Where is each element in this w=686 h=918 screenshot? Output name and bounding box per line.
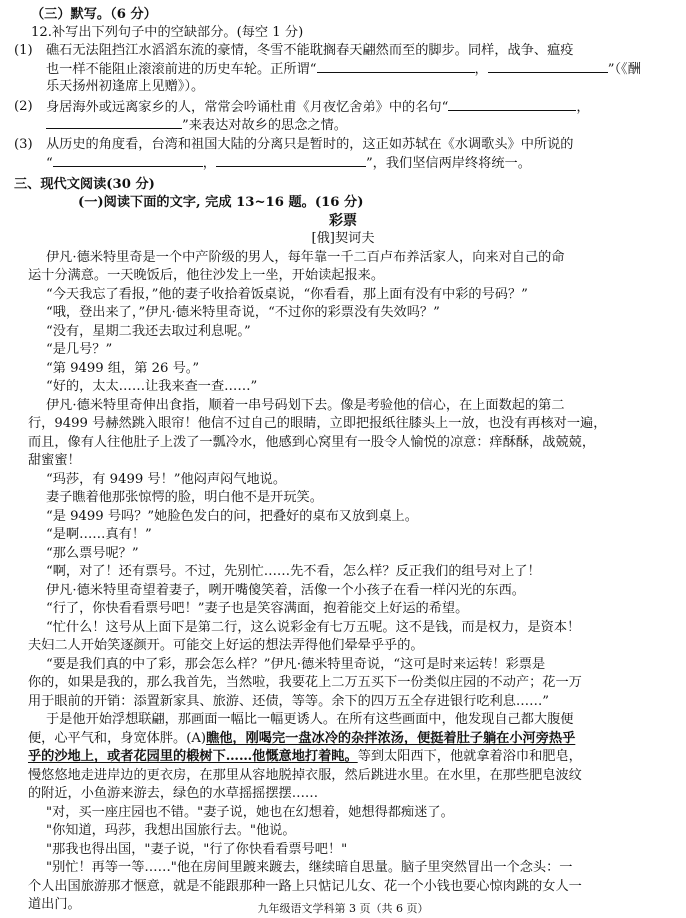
part-heading: 三、现代文阅读(30 分) xyxy=(14,177,155,192)
story-line-segment: 等到太阳西下，他就拿着浴巾和肥皂， xyxy=(357,749,582,764)
item-number: (3) xyxy=(14,137,33,152)
story-title: 彩票 xyxy=(329,213,357,229)
marked-passage-a: 乎的沙地上，或者花园里的椴树下……他慨意地打着盹。 xyxy=(28,749,358,764)
story-line: “要是我们真的中了彩，那会怎么样？”伊凡·德米特里奇说，“这可是时来运转！彩票是 xyxy=(46,657,546,672)
item1-line2-text: 也一样不能阻止滚滚前进的历史车轮。正所谓“ xyxy=(46,62,317,77)
story-line: “没有，星期二我还去取过利息呢。” xyxy=(46,324,251,339)
story-line: “第 9499 组，第 26 号。” xyxy=(46,361,200,376)
story-line: 慢悠悠地走进岸边的更衣房，在那里从容地脱掉衣服，然后跳进水里。在水里，在那些肥皂波纹 xyxy=(28,768,582,783)
story-line: “啊，对了！还有票号。不过，先别忙……先不看，怎么样？反正我们的组号对上了！ xyxy=(46,564,541,579)
story-line: “好的，太太……让我来查一查……” xyxy=(46,379,258,394)
item1-line2 xyxy=(46,60,641,79)
story-line: “今天我忘了看报，”他的妻子收拾着饭桌说，“你看看，那上面有没有中彩的号码？” xyxy=(46,287,528,302)
item3-line1: 从历史的角度看，台湾和祖国大陆的分离只是暂时的，这正如苏轼在《水调歌头》中所说的 xyxy=(46,137,574,152)
story-line: “是 9499 号吗？”她脸色发白的问，把叠好的桌布又放到桌上。 xyxy=(46,509,418,524)
answer-blank[interactable] xyxy=(46,116,182,129)
item2-line2 xyxy=(46,116,347,135)
story-author: [俄]契诃夫 xyxy=(311,231,375,246)
story-line: 夫妇二人开始笑逐颜开。可能交上好运的想法弄得他们晕晕乎乎的。 xyxy=(28,638,424,653)
page-footer: 九年级语文学科第 3 页（共 6 页） xyxy=(257,902,429,915)
answer-blank[interactable] xyxy=(53,154,203,167)
story-line: “忙什么！这号从上面下是第二行，这么说彩金有七万五呢。这不是钱，而是权力，是资本！ xyxy=(46,620,581,635)
story-line: 伊凡·德米特里奇伸出食指，顺着一串号码划下去。像是考验他的信心，在上面数起的第二 xyxy=(46,398,565,413)
story-line: 运十分满意。一天晚饭后，他往沙发上一坐，开始读起报来。 xyxy=(28,268,385,283)
item1-line3: 乐天扬州初逢席上见赠》）。 xyxy=(46,79,205,94)
story-line: "那我也得出国，"妻子说，"行了你快看看票号吧！" xyxy=(46,842,348,857)
section-heading: （三）默写。（6 分） xyxy=(31,7,157,22)
story-line: 于是他开始浮想联翩，那画面一幅比一幅更诱人。在所有这些画面中，他发现自己都大腹便 xyxy=(46,712,574,727)
item3-line2 xyxy=(46,154,531,173)
item-number: (2) xyxy=(14,99,33,114)
story-line: 伊凡·德米特里奇是一个中产阶级的男人，每年靠一千二百卢布养活家人，向来对自己的命 xyxy=(46,250,565,265)
answer-blank[interactable] xyxy=(488,60,608,73)
story-line: "你知道，玛莎，我想出国旅行去。"他说。 xyxy=(46,823,296,838)
story-line: 行，9499 号赫然跳入眼帘！他信不过自己的眼睛，立即把报纸往膝头上一放，也没有再核对一遍， xyxy=(28,416,607,431)
question-12-intro: 12.补写出下列句子中的空缺部分。(每空 1 分) xyxy=(31,25,304,40)
story-line: “行了，你快看看票号吧！”妻子也是笑容满面，抱着能交上好运的希望。 xyxy=(46,601,469,616)
story-line: “玛莎，有 9499 号！”他闷声闷气地说。 xyxy=(46,472,287,487)
story-line: "别忙！再等一等……"他在房间里踱来踱去，继续暗自思量。脑子里突然冒出一个念头：一 xyxy=(46,860,573,875)
item2-line2-text: ”来表达对故乡的思念之情。 xyxy=(182,118,347,133)
story-line: "对，买一座庄园也不错。"妻子说，她也在幻想着，她想得都痴迷了。 xyxy=(46,805,454,820)
item1-comma: ， xyxy=(474,62,488,77)
story-line: 个人出国旅游那才惬意，就是不能跟那种一路上只惦记儿女、花一个小钱也要心惊肉跳的女人一 xyxy=(28,879,582,894)
story-line: 的附近，小鱼游来游去，绿色的水草摇摇摆摆…… xyxy=(28,786,319,801)
story-line xyxy=(28,748,582,766)
item3-open-quote: “ xyxy=(46,156,53,171)
item3-comma: ， xyxy=(202,156,216,171)
item-number: (1) xyxy=(14,43,33,58)
marked-passage-a: 瞧他，刚喝完一盘冰冷的杂拌浓汤，便挺着肚子躺在小河旁热乎 xyxy=(206,731,576,746)
story-line: 甜蜜蜜！ xyxy=(28,453,81,468)
story-line: “是几号？” xyxy=(46,342,113,357)
story-line: 妻子瞧着他那张惊愕的脸，明白他不是开玩笑。 xyxy=(46,490,323,505)
story-line: 道出门。 xyxy=(28,897,81,912)
item1-line1: 礁石无法阻挡江水滔滔东流的豪情，冬雪不能耽搁春天翩然而至的脚步。同样，战争、瘟疫 xyxy=(46,43,574,58)
item3-line2-tail: ”，我们坚信两岸终将统一。 xyxy=(365,156,531,171)
reading-instructions: (一)阅读下面的文字, 完成 13~16 题。(16 分) xyxy=(78,195,364,210)
story-line: “是啊……真有！” xyxy=(46,527,152,542)
item1-line2-tail: ”（《酬 xyxy=(607,62,641,77)
answer-blank[interactable] xyxy=(216,154,366,167)
answer-blank[interactable] xyxy=(317,60,475,73)
item2-line1 xyxy=(46,98,590,117)
story-line xyxy=(28,730,575,748)
item2-line1-text: 身居海外或远离家乡的人，常常会吟诵杜甫《月夜忆舍弟》中的名句“ xyxy=(46,100,449,115)
story-line: “哦，登出来了，”伊凡·德米特里奇说，“不过你的彩票没有失效吗？” xyxy=(46,305,440,320)
story-line: 而且，像有人往他肚子上泼了一瓢冷水，他感到心窝里有一股令人愉悦的凉意：痒酥酥，战兢兢， xyxy=(28,435,596,450)
story-line: 用于眼前的开销：添置新家具、旅游、还债，等等。余下的四万五全存进银行吃利息……” xyxy=(28,694,550,709)
story-line: “那么票号呢？” xyxy=(46,546,139,561)
answer-blank[interactable] xyxy=(448,98,576,111)
story-line: 伊凡·德米特里奇望着妻子，咧开嘴傻笑着，活像一个小孩子在看一样闪光的东西。 xyxy=(46,583,525,598)
item2-comma: ， xyxy=(576,100,590,115)
story-line-segment: 便，心平气和，身宽体胖。(A) xyxy=(28,731,207,746)
story-line: 你的，如果是我的，那么我首先，当然啦，我要花上二万五买下一份类似庄园的不动产；花一万 xyxy=(28,675,582,690)
